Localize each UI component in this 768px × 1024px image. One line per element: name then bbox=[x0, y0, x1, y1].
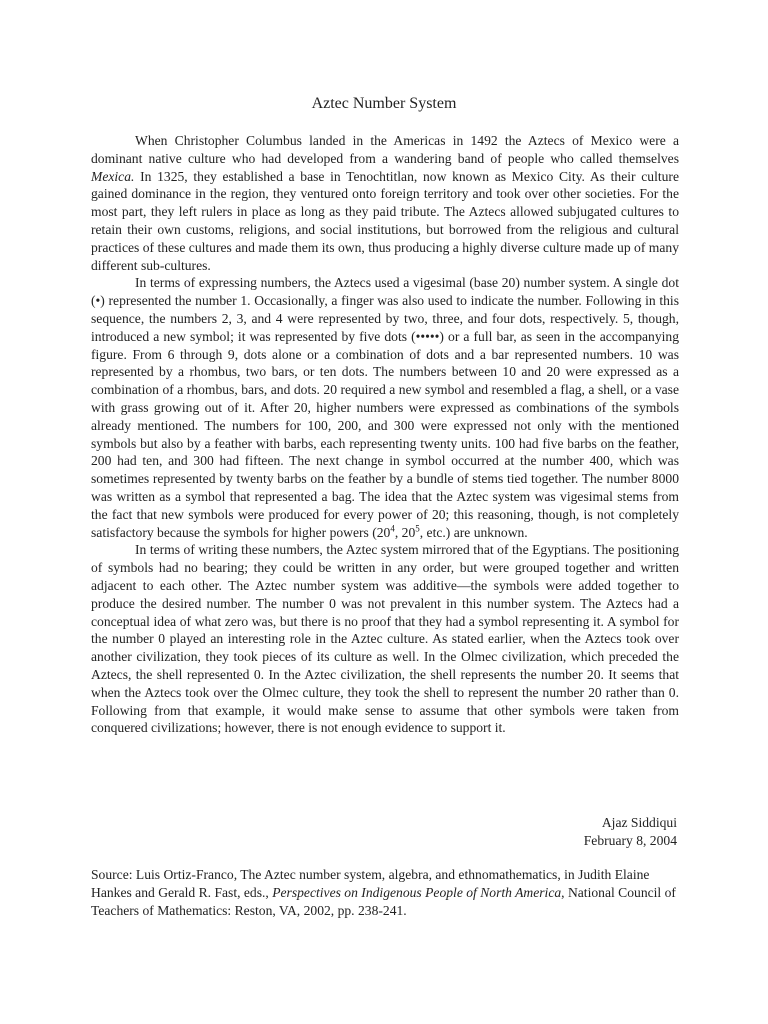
paragraph-1-rest: In 1325, they established a base in Tenochtitlan, now known as Mexico City. As their culture gained dominance in the region, they ventured onto foreign territory and took over other societies. For the most part, they left rulers in place as long as they paid tribute. The Aztecs allowed subjugated cultures to retain their own customs, religions, and social institutions, but borrowed from the religious and cultural practices of these cultures and made them its own, thus producing a highly diverse culture made up of many different sub-cultures. bbox=[91, 168, 679, 273]
source-citation bbox=[91, 866, 679, 919]
paragraph-1-text: When Christopher Columbus landed in the Americas in 1492 the Aztecs of Mexico were a dominant native culture who had developed from a wandering band of people who called themselves bbox=[91, 133, 679, 166]
superscript-5: 5 bbox=[415, 523, 420, 533]
paragraph-columbus bbox=[91, 132, 679, 274]
paragraph-1-italic: Mexica. bbox=[91, 168, 135, 184]
signature-date: February 8, 2004 bbox=[583, 833, 677, 848]
paragraph-3-text: In terms of writing these numbers, the Aztec system mirrored that of the Egyptians. The positioning of symbols had no bearing; they could be written in any order, but were grouped together and written adjacent to each other. The Aztec number system was additive—the symbols were added together to produce the desired number. The number 0 was not prevalent in this number system. The Aztecs had a conceptual idea of what zero was, but there is no proof that they had a symbol representing it. A symbol for the number 0 played an interesting role in the Aztec culture. As stated earlier, when the Aztecs took over another civilization, they took pieces of its culture as well. In the Olmec civilization, which preceded the Aztecs, the shell represented 0. In the Aztec civilization, the shell represents the number 20. It seems that when the Aztecs took over the Olmec culture, they took the shell to represent the number 20 rather than 0. Following from that example, it would make sense to assume that other symbols were taken from conquered civilizations; however, there is not enough evidence to support it. bbox=[91, 542, 679, 736]
paragraph-writing bbox=[91, 541, 679, 737]
paragraph-2-mid: , 20 bbox=[394, 524, 416, 540]
source-prefix: Source: Luis Ortiz-Franco, The Aztec number system, algebra, and ethnomathematics, in Judith Elaine Hankes and Gerald R. Fast, eds., bbox=[91, 867, 650, 900]
author-name: Ajaz Siddiqui bbox=[601, 815, 677, 830]
signature-block bbox=[584, 814, 677, 850]
source-suffix: , National Council of Teachers of Mathematics: Reston, VA, 2002, pp. 238-241. bbox=[91, 884, 676, 918]
superscript-4: 4 bbox=[390, 523, 395, 533]
paragraph-2-end: , etc.) are unknown. bbox=[419, 524, 528, 540]
paragraph-vigesimal bbox=[91, 274, 679, 541]
paragraph-2-text: In terms of expressing numbers, the Aztecs used a vigesimal (base 20) number system. A single dot (•) represented the number 1. Occasionally, a finger was also used to indicate the number. Following in this sequence, the numbers 2, 3, and 4 were represented by two, three, and four dots, respectively. 5, though, introduced a new symbol; it was represented by five dots (•••••) or a full bar, as seen in the accompanying figure. From 6 through 9, dots alone or a combination of dots and a bar represented numbers. 10 was represented by a rhombus, two bars, or ten dots. The numbers between 10 and 20 were expressed as a combination of a rhombus, bars, and dots. 20 required a new symbol and resembled a flag, a shell, or a vase with grass growing out of it. After 20, higher numbers were expressed as combinations of the symbols already mentioned. The numbers for 100, 200, and 300 were expressed not only with the mentioned symbols but also by a feather with barbs, each representing twenty units. 100 had five barbs on the feather, 200 had ten, and 300 had fifteen. The next change in symbol occurred at the number 400, which was sometimes represented by twenty barbs on the feather by a bundle of stems tied together. The number 8000 was written as a symbol that represented a bag. The idea that the Aztec system was vigesimal stems from the fact that new symbols were produced for every power of 20; this reasoning, though, is not completely satisfactory because the symbols for higher powers (20 bbox=[91, 275, 679, 540]
document-body bbox=[91, 132, 679, 737]
document-title: Aztec Number System bbox=[311, 95, 457, 112]
source-book-title: Perspectives on Indigenous People of North America bbox=[272, 884, 562, 900]
